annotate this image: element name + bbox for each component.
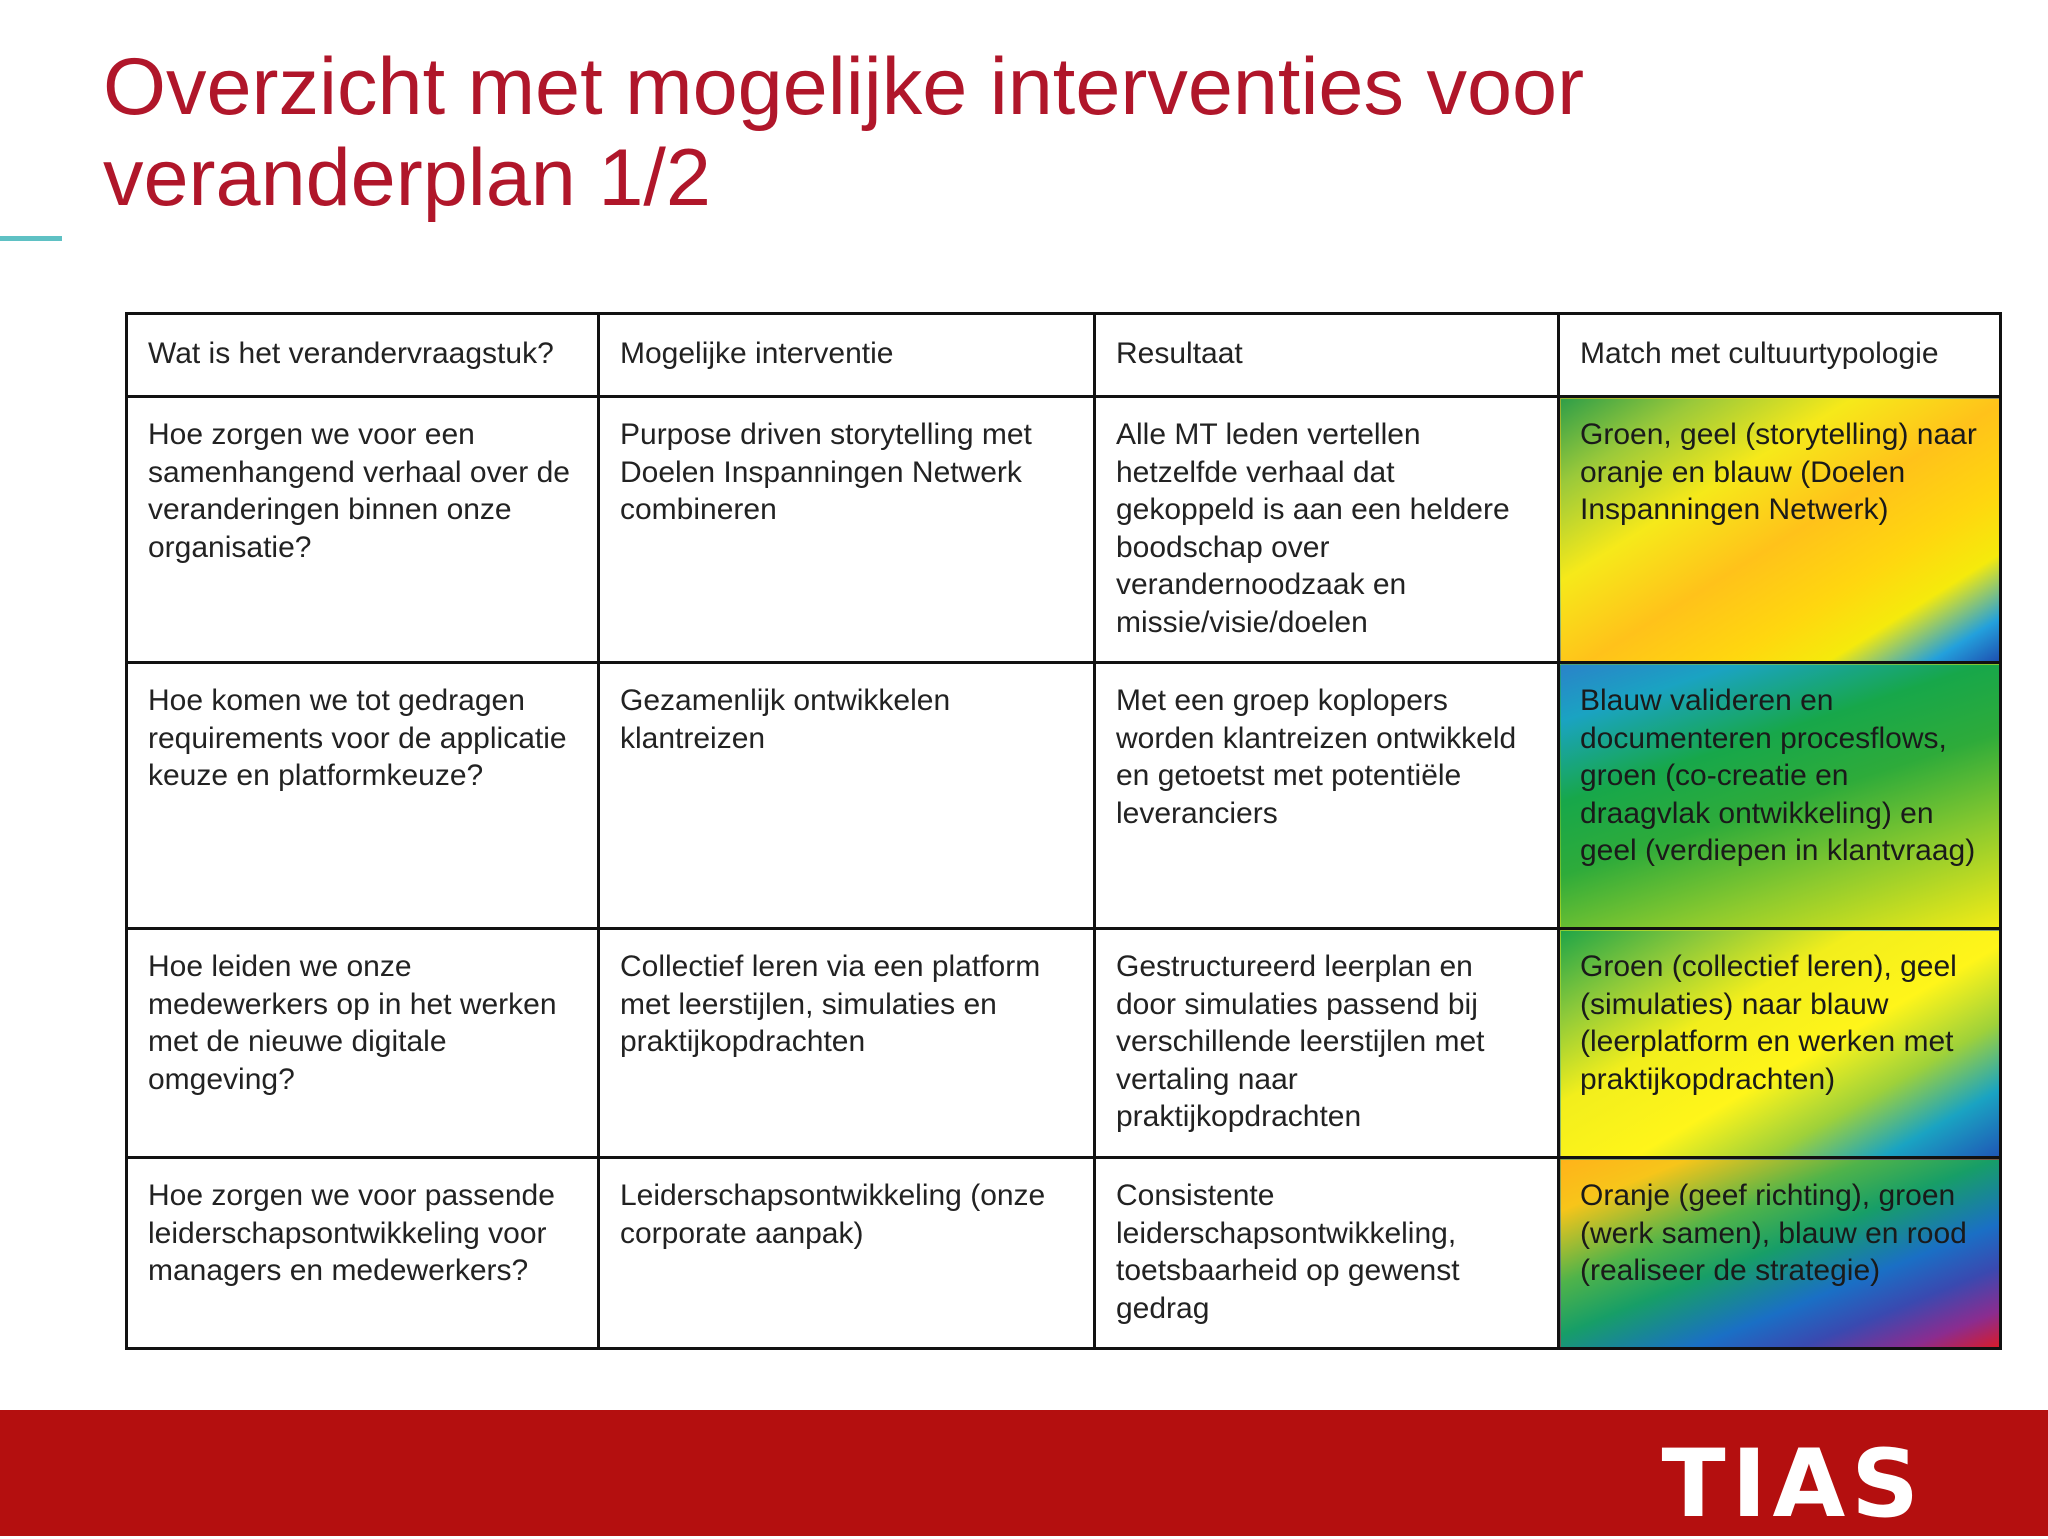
slide-title	[103, 42, 1803, 224]
header-cell-match: Match met cultuurtypologie	[1559, 314, 2001, 397]
cell-question: Hoe zorgen we voor passende leiderschapsontwikkeling voor managers en medewerkers?	[127, 1158, 599, 1349]
cell-intervention: Collectief leren via een platform met leerstijlen, simulaties en praktijkopdrachten	[599, 929, 1095, 1158]
header-cell-intervention: Mogelijke interventie	[599, 314, 1095, 397]
tias-logo: TIAS	[1661, 1430, 1925, 1539]
slide-title-line-1: Overzicht met mogelijke interventies voor	[103, 42, 1585, 132]
cell-question: Hoe leiden we onze medewerkers op in het werken met de nieuwe digitale omgeving?	[127, 929, 599, 1158]
cell-culture-match: Groen, geel (storytelling) naar oranje en blauw (Doelen Inspanningen Netwerk)	[1559, 397, 2001, 663]
table-row	[127, 1158, 2001, 1349]
cell-intervention: Leiderschapsontwikkeling (onze corporate aanpak)	[599, 1158, 1095, 1349]
cell-culture-match: Groen (collectief leren), geel (simulaties) naar blauw (leerplatform en werken met praktijkopdrachten)	[1559, 929, 2001, 1158]
cell-intervention: Purpose driven storytelling met Doelen Inspanningen Netwerk combineren	[599, 397, 1095, 663]
header-cell-result: Resultaat	[1095, 314, 1559, 397]
table-row	[127, 663, 2001, 929]
footer-bar	[0, 1410, 2048, 1539]
table-row	[127, 929, 2001, 1158]
table-header-row	[127, 314, 2001, 397]
accent-line	[0, 236, 62, 241]
header-cell-question: Wat is het verandervraagstuk?	[127, 314, 599, 397]
table-row	[127, 397, 2001, 663]
cell-result: Consistente leiderschapsontwikkeling, toetsbaarheid op gewenst gedrag	[1095, 1158, 1559, 1349]
cell-question: Hoe zorgen we voor een samenhangend verhaal over de veranderingen binnen onze organisatie?	[127, 397, 599, 663]
interventions-table-container	[125, 312, 1999, 1350]
cell-result: Met een groep koplopers worden klantreizen ontwikkeld en getoetst met potentiële leveranciers	[1095, 663, 1559, 929]
cell-culture-match: Oranje (geef richting), groen (werk samen), blauw en rood (realiseer de strategie)	[1559, 1158, 2001, 1349]
cell-result: Gestructureerd leerplan en door simulaties passend bij verschillende leerstijlen met vertaling naar praktijkopdrachten	[1095, 929, 1559, 1158]
interventions-table	[125, 312, 2002, 1350]
cell-culture-match: Blauw valideren en documenteren procesflows, groen (co-creatie en draagvlak ontwikkeling) en geel (verdiepen in klantvraag)	[1559, 663, 2001, 929]
cell-result: Alle MT leden vertellen hetzelfde verhaal dat gekoppeld is aan een heldere boodschap over verandernoodzaak en missie/visie/doelen	[1095, 397, 1559, 663]
cell-intervention: Gezamenlijk ontwikkelen klantreizen	[599, 663, 1095, 929]
slide-title-line-2: veranderplan 1/2	[103, 133, 711, 223]
cell-question: Hoe komen we tot gedragen requirements voor de applicatie keuze en platformkeuze?	[127, 663, 599, 929]
